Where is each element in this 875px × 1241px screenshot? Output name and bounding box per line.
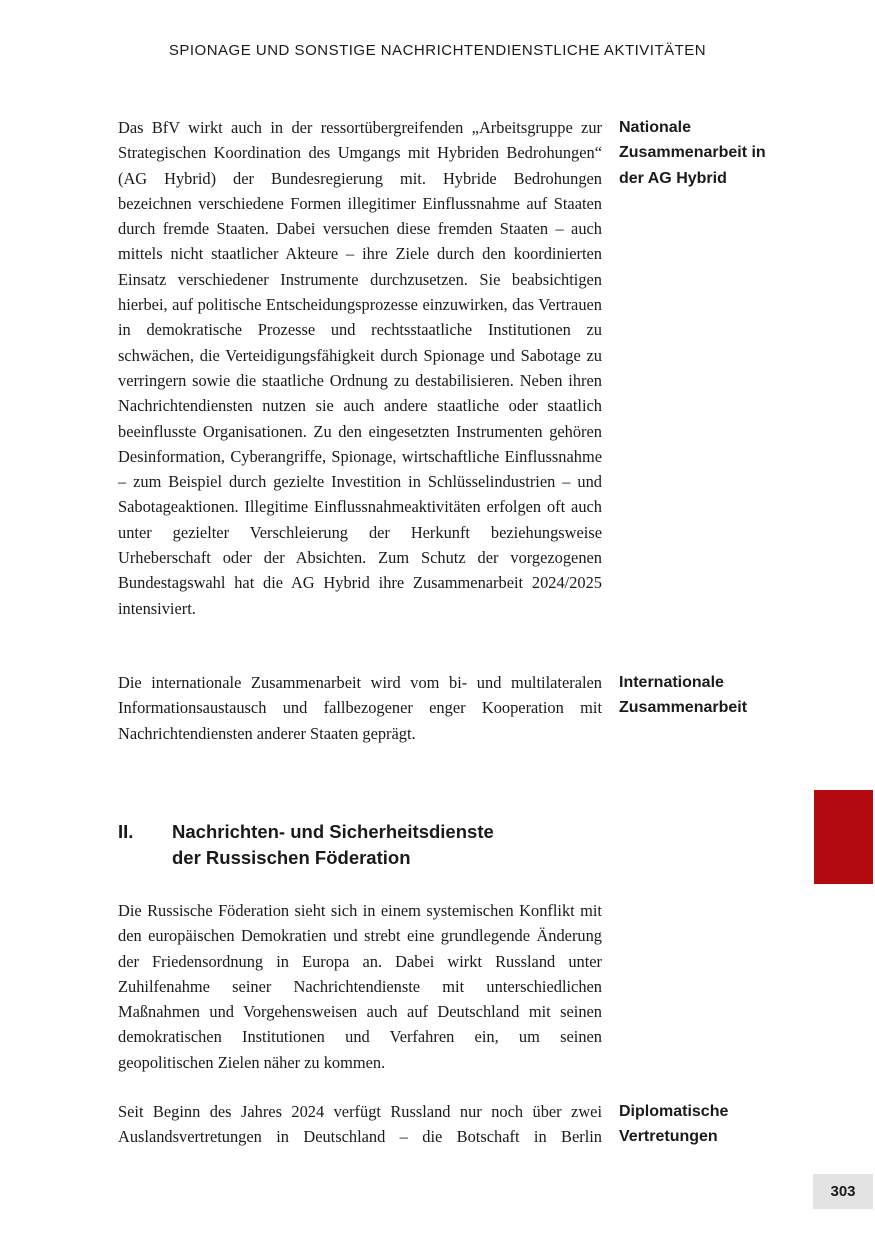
paragraph-russische-foederation bbox=[118, 898, 602, 1075]
paragraph-text: Das BfV wirkt auch in der ressortübergreifenden „Arbeitsgruppe zur Strategischen Koordination des Umgangs mit Hybriden Bedrohungen“ (AG Hybrid) der Bundesregierung mit. Hybride Bedrohungen bezeichnen verschiedene Formen illegitimer Einflussnahme auf Staaten durch fremde Staaten. Dabei versuchen diese fremden Staaten – auch mittels nicht staatlicher Akteure – ihre Ziele durch den koordinierten Einsatz verschiedener Instrumente durchzusetzen. Sie beabsichtigen hierbei, auf politische Entscheidungsprozesse einzuwirken, das Vertrauen in demokratische Prozesse und rechtsstaatliche Institutionen zu schwächen, die Verteidigungsfähigkeit durch Spionage und Sabotage zu verringern sowie die staatliche Ordnung zu destabilisieren. Neben ihren Nachrichtendiensten nutzen sie auch andere staatliche oder staatlich beeinflusste Organisationen. Zu den eingesetzten Instrumenten gehören Desinformation, Cyberangriffe, Spionage, wirtschaftliche Einflussnahme – zum Beispiel durch gezielte Investition in Schlüsselindustrien – und Sabotageaktionen. Illegitime Einflussnahmeaktivitäten erfolgen oft auch unter gezielter Verschleierung der Herkunft beziehungsweise Urheberschaft oder der Absichten. Zum Schutz der vorgezogenen Bundestagswahl hat die AG Hybrid ihre Zusammenarbeit 2024/2025 intensiviert. bbox=[118, 118, 602, 618]
margin-note-nationale-zusammenarbeit: Nationale Zusammenarbeit in der AG Hybrid bbox=[619, 119, 766, 187]
running-header: SPIONAGE UND SONSTIGE NACHRICHTENDIENSTLICHE AKTIVITÄTEN bbox=[168, 42, 707, 59]
paragraph-text: Die internationale Zusammenarbeit wird vom bi- und multilateralen Informationsaustausch und fallbezogener enger Kooperation mit Nachrichtendiensten anderer Staaten geprägt. bbox=[118, 673, 602, 743]
chapter-tab-marker bbox=[814, 790, 873, 884]
paragraph-diplomatische-vertretungen bbox=[118, 1099, 602, 1150]
section-number: II. bbox=[118, 821, 134, 842]
margin-note-internationale-zusammenarbeit: Internationale Zusammenarbeit bbox=[619, 674, 748, 717]
paragraph-text: Seit Beginn des Jahres 2024 verfügt Russland nur noch über zwei Auslandsvertretungen in Deutschland – die Botschaft in Berlin bbox=[118, 1102, 602, 1147]
paragraph-internationale-zusammenarbeit bbox=[118, 670, 602, 746]
paragraph-text: Die Russische Föderation sieht sich in einem systemischen Konflikt mit den europäischen Demokratien und strebt eine grundlegende Änderung der Friedensordnung in Europa an. Dabei wirkt Russland unter Zuhilfenahme seiner Nachrichtendienste mit unterschiedlichen Maßnahmen und Vorgehensweisen auch auf Deutschland mit seinen demokratischen Institutionen und Verfahren ein, um seinen geopolitischen Zielen näher zu kommen. bbox=[118, 901, 602, 1072]
paragraph-ag-hybrid bbox=[118, 115, 602, 621]
section-heading bbox=[118, 819, 602, 871]
section-title: Nachrichten- und Sicherheitsdienste der Russischen Föderation bbox=[172, 821, 494, 868]
page-number: 303 bbox=[813, 1174, 873, 1209]
margin-note-diplomatische-vertretungen: Diplomatische Vertretungen bbox=[619, 1103, 729, 1146]
